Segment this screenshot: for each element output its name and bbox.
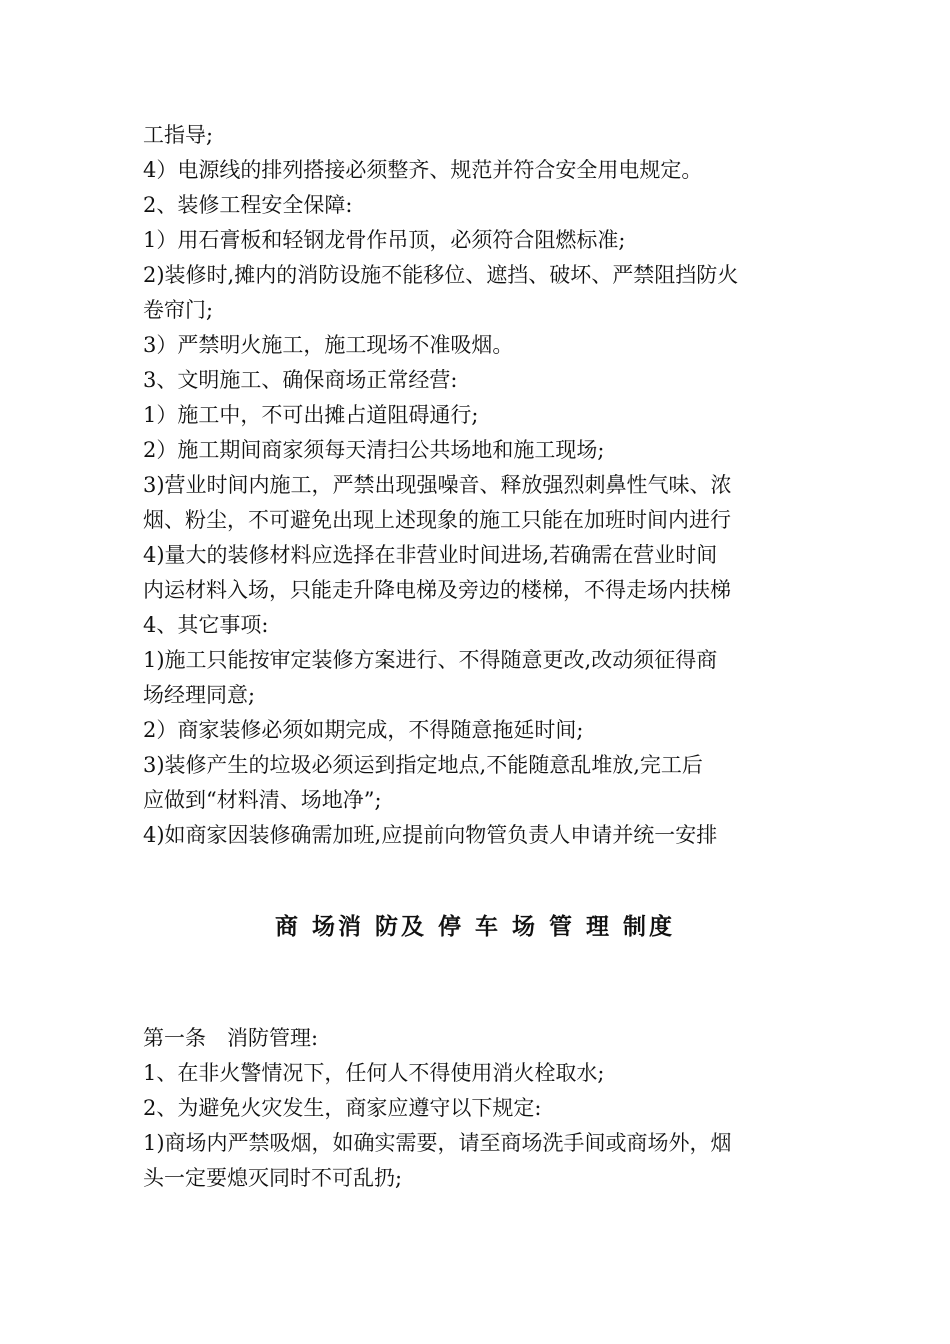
text-line: 2、装修工程安全保障: xyxy=(143,193,353,217)
text-line: 第一条 消防管理: xyxy=(143,1026,319,1050)
text-line: 1）用石膏板和轻钢龙骨作吊顶，必须符合阻燃标准; xyxy=(143,228,626,252)
text-line: 4）电源线的排列搭接必须整齐、规范并符合安全用电规定。 xyxy=(143,158,703,182)
text-line: 3、文明施工、确保商场正常经营: xyxy=(143,368,458,392)
text-line: 内运材料入场，只能走升降电梯及旁边的楼梯，不得走场内扶梯 xyxy=(143,578,731,602)
text-line: 2、为避免火灾发生，商家应遵守以下规定: xyxy=(143,1096,542,1120)
text-line: 4)如商家因装修确需加班,应提前向物管负责人申请并统一安排 xyxy=(143,823,718,847)
text-line: 场经理同意; xyxy=(143,683,256,707)
text-line: 2）施工期间商家须每天清扫公共场地和施工现场; xyxy=(143,438,605,462)
regulation-text-block-1 xyxy=(143,118,813,853)
text-line: 2)装修时,摊内的消防设施不能移位、遮挡、破坏、严禁阻挡防火 xyxy=(143,263,739,287)
text-line: 2）商家装修必须如期完成，不得随意拖延时间; xyxy=(143,718,584,742)
text-line: 卷帘门; xyxy=(143,298,214,322)
text-line: 1、在非火警情况下，任何人不得使用消火栓取水; xyxy=(143,1061,605,1085)
text-line: 头一定要熄灭同时不可乱扔; xyxy=(143,1166,403,1190)
text-line: 3)营业时间内施工，严禁出现强噪音、释放强烈刺鼻性气味、浓 xyxy=(143,473,732,497)
text-line: 1)施工只能按审定装修方案进行、不得随意更改,改动须征得商 xyxy=(143,648,718,672)
text-line: 4)量大的装修材料应选择在非营业时间进场,若确需在营业时间 xyxy=(143,543,718,567)
text-line: 烟、粉尘，不可避免出现上述现象的施工只能在加班时间内进行 xyxy=(143,508,731,532)
text-line: 3）严禁明火施工，施工现场不准吸烟。 xyxy=(143,333,514,357)
text-line: 工指导; xyxy=(143,123,214,147)
section-title: 商 场消 防及 停 车 场 管 理 制度 xyxy=(274,913,676,940)
text-line: 1)商场内严禁吸烟，如确实需要，请至商场洗手间或商场外，烟 xyxy=(143,1131,732,1155)
text-line: 4、其它事项: xyxy=(143,613,269,637)
text-line: 1）施工中，不可出摊占道阻碍通行; xyxy=(143,403,479,427)
text-line: 3)装修产生的垃圾必须运到指定地点,不能随意乱堆放,完工后 xyxy=(143,753,703,777)
regulation-text-block-2 xyxy=(143,1021,813,1196)
text-line: 应做到“材料清、场地净”; xyxy=(143,788,382,812)
